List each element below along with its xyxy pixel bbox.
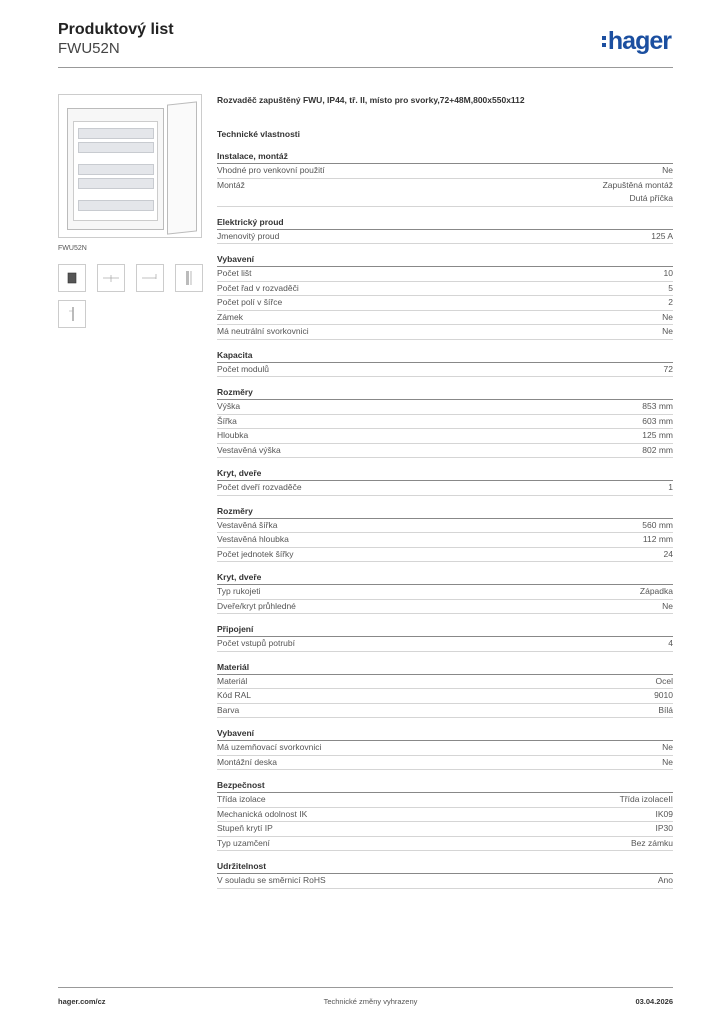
property-label: Má uzemňovací svorkovnici (217, 742, 322, 752)
property-value (662, 756, 673, 770)
property-label: Dveře/kryt průhledné (217, 600, 296, 611)
section-heading: Elektrický proud (217, 216, 673, 230)
property-value-line: Ne (662, 756, 673, 767)
property-value-line: 125 A (651, 230, 673, 241)
property-value (642, 519, 673, 533)
property-value-line: Dutá příčka (629, 193, 673, 203)
property-value (662, 325, 673, 339)
property-row (217, 296, 673, 311)
property-row (217, 179, 673, 207)
property-value-line: 4 (668, 638, 673, 648)
property-row (217, 741, 673, 756)
property-row (217, 481, 673, 496)
product-code: FWU52N (58, 40, 120, 57)
property-label: Šířka (217, 415, 237, 426)
property-value (640, 585, 673, 599)
property-value-line: 125 mm (642, 430, 673, 440)
property-value (642, 444, 673, 458)
product-details (217, 94, 673, 898)
property-value (662, 164, 673, 178)
property-value-line: Ocel (655, 675, 673, 686)
property-label: Zámek (217, 311, 243, 322)
property-label: Počet řad v rozvaděči (217, 282, 299, 293)
property-row (217, 675, 673, 690)
property-row (217, 325, 673, 340)
property-label: Výška (217, 401, 241, 411)
property-row (217, 600, 673, 615)
property-value-line: Ne (662, 600, 673, 611)
thumbnail-section[interactable] (58, 300, 86, 328)
property-row (217, 429, 673, 444)
property-value (668, 637, 673, 651)
thumbnail-side[interactable] (175, 264, 203, 292)
property-label: Počet polí v šířce (217, 297, 283, 307)
thumbnail-front[interactable] (58, 264, 86, 292)
property-value-line: 24 (663, 548, 673, 559)
property-value-line: Ano (657, 875, 673, 885)
property-value-line: Ne (662, 326, 673, 336)
property-value-line: 112 mm (642, 534, 673, 544)
property-section (217, 150, 673, 207)
footer-date: 03.04.2026 (635, 997, 673, 1006)
property-row (217, 444, 673, 459)
property-row (217, 363, 673, 378)
cabinet-icon (67, 108, 164, 230)
property-row (217, 808, 673, 823)
property-label: V souladu se směrnicí RoHS (217, 875, 326, 885)
technical-properties-heading: Technické vlastnosti (217, 129, 300, 139)
property-row (217, 585, 673, 600)
property-row (217, 704, 673, 719)
property-value-line: Bez zámku (630, 837, 673, 848)
property-value (658, 874, 673, 888)
property-sections (217, 150, 673, 889)
property-value-line: 560 mm (642, 519, 673, 530)
section-heading: Instalace, montáž (217, 150, 673, 164)
property-label: Montážní deska (217, 756, 278, 767)
property-row (217, 756, 673, 771)
dimension-drawing-icon (140, 272, 160, 284)
property-label: Montáž (217, 179, 245, 190)
dimension-drawing-icon (101, 272, 121, 284)
section-heading: Připojení (217, 623, 673, 637)
section-heading: Kryt, dveře (217, 467, 673, 481)
property-value (603, 179, 673, 206)
property-value (642, 400, 673, 414)
property-value (656, 808, 674, 822)
property-row (217, 689, 673, 704)
property-value (668, 296, 673, 310)
property-value (654, 689, 673, 703)
property-value (662, 600, 673, 614)
property-value (656, 822, 674, 836)
property-label: Typ rukojeti (217, 586, 261, 596)
property-value-line: 853 mm (642, 401, 673, 411)
property-label: Materiál (217, 675, 248, 686)
property-row (217, 533, 673, 548)
footer-website-link[interactable]: hager.com/cz (58, 997, 106, 1006)
property-value-line: 5 (668, 282, 673, 293)
thumbnail-dimension-2[interactable] (136, 264, 164, 292)
section-heading: Materiál (217, 661, 673, 675)
property-section (217, 216, 673, 245)
section-heading: Bezpečnost (217, 779, 673, 793)
property-label: Mechanická odolnost IK (217, 808, 308, 819)
property-row (217, 793, 673, 808)
logo-wordmark: hager (607, 27, 671, 55)
property-value-line: Zapuštěná montáž (602, 179, 673, 190)
property-section (217, 727, 673, 770)
property-value (651, 230, 673, 244)
property-value (662, 741, 673, 755)
property-label: Vestavěná hloubka (217, 534, 289, 544)
property-label: Počet jednotek šířky (217, 548, 294, 559)
property-value-line: Ne (662, 165, 673, 175)
property-value (662, 311, 673, 325)
property-label: Počet dveří rozvaděče (217, 482, 302, 492)
property-value (664, 267, 673, 281)
property-value (631, 837, 673, 851)
logo-colon-icon (602, 36, 606, 47)
property-label: Hloubka (217, 430, 249, 440)
page-title: Produktový list (58, 21, 174, 38)
property-section (217, 860, 673, 889)
main-product-image[interactable] (58, 94, 202, 238)
property-value (658, 704, 673, 718)
property-row (217, 400, 673, 415)
property-value (642, 415, 673, 429)
image-caption: FWU52N (58, 245, 87, 252)
cabinet-door-icon (167, 101, 197, 234)
property-label: Barva (217, 704, 240, 715)
property-section (217, 661, 673, 719)
property-section (217, 623, 673, 652)
property-value-line: Třída izolaceII (619, 794, 673, 804)
section-heading: Kapacita (217, 349, 673, 363)
page-footer (58, 987, 673, 1006)
property-value-line: Západka (639, 586, 673, 596)
property-value-line: IP30 (655, 823, 673, 833)
property-label: Kód RAL (217, 690, 252, 700)
property-value (664, 363, 673, 377)
thumbnail-gallery (58, 264, 202, 328)
property-value-line: Ne (662, 311, 673, 322)
property-label: Typ uzamčení (217, 837, 270, 848)
property-value-line: 802 mm (642, 444, 673, 455)
property-value (656, 675, 673, 689)
property-row (217, 637, 673, 652)
property-row (217, 164, 673, 179)
footer-notice: Technické změny vyhrazeny (323, 997, 418, 1006)
section-heading: Rozměry (217, 386, 673, 400)
property-label: Jmenovitý proud (217, 230, 280, 241)
property-value (668, 282, 673, 296)
product-description: Rozvaděč zapuštěný FWU, IP44, tř. II, místo pro svorky,72+48M,800x550x112 (217, 95, 525, 105)
property-section (217, 253, 673, 340)
property-row (217, 822, 673, 837)
property-value-line: 72 (663, 363, 673, 374)
property-value-line: 2 (668, 297, 673, 307)
property-row (217, 230, 673, 245)
property-value-line: 1 (668, 482, 673, 492)
property-label: Počet vstupů potrubí (217, 638, 295, 648)
property-label: Třída izolace (217, 794, 266, 804)
property-label: Počet lišt (217, 268, 252, 278)
section-heading: Kryt, dveře (217, 571, 673, 585)
section-heading: Rozměry (217, 505, 673, 519)
property-section (217, 505, 673, 563)
property-section (217, 571, 673, 614)
property-value (668, 481, 673, 495)
property-row (217, 311, 673, 326)
section-heading: Vybavení (217, 727, 673, 741)
property-row (217, 267, 673, 282)
property-value-line: 9010 (654, 690, 673, 700)
property-label: Stupeň krytí IP (217, 823, 273, 833)
side-view-icon (183, 270, 195, 286)
property-value (620, 793, 673, 807)
property-label: Vhodné pro venkovní použití (217, 165, 325, 175)
property-value-line: Bílá (658, 704, 673, 715)
section-heading: Udržitelnost (217, 860, 673, 874)
hager-logo (602, 28, 671, 54)
property-value (642, 429, 673, 443)
thumbnail-dimension-1[interactable] (97, 264, 125, 292)
property-section (217, 386, 673, 458)
section-view-icon (66, 306, 78, 322)
property-label: Má neutrální svorkovnici (217, 326, 309, 336)
property-label: Vestavěná šířka (217, 519, 278, 530)
property-value (643, 533, 673, 547)
property-value-line: Ne (662, 742, 673, 752)
property-row (217, 519, 673, 534)
property-row (217, 837, 673, 852)
property-value-line: 603 mm (642, 415, 673, 426)
property-label: Vestavěná výška (217, 444, 281, 455)
section-heading: Vybavení (217, 253, 673, 267)
property-section (217, 779, 673, 851)
property-row (217, 282, 673, 297)
property-value-line: 10 (663, 268, 673, 278)
property-section (217, 349, 673, 378)
property-row (217, 874, 673, 889)
cabinet-front-icon (67, 272, 77, 284)
property-value (664, 548, 673, 562)
product-images (58, 94, 202, 328)
property-row (217, 548, 673, 563)
property-section (217, 467, 673, 496)
property-row (217, 415, 673, 430)
page-header (58, 20, 673, 70)
header-divider (58, 67, 673, 68)
property-label: Počet modulů (217, 363, 269, 374)
property-value-line: IK09 (655, 808, 673, 819)
